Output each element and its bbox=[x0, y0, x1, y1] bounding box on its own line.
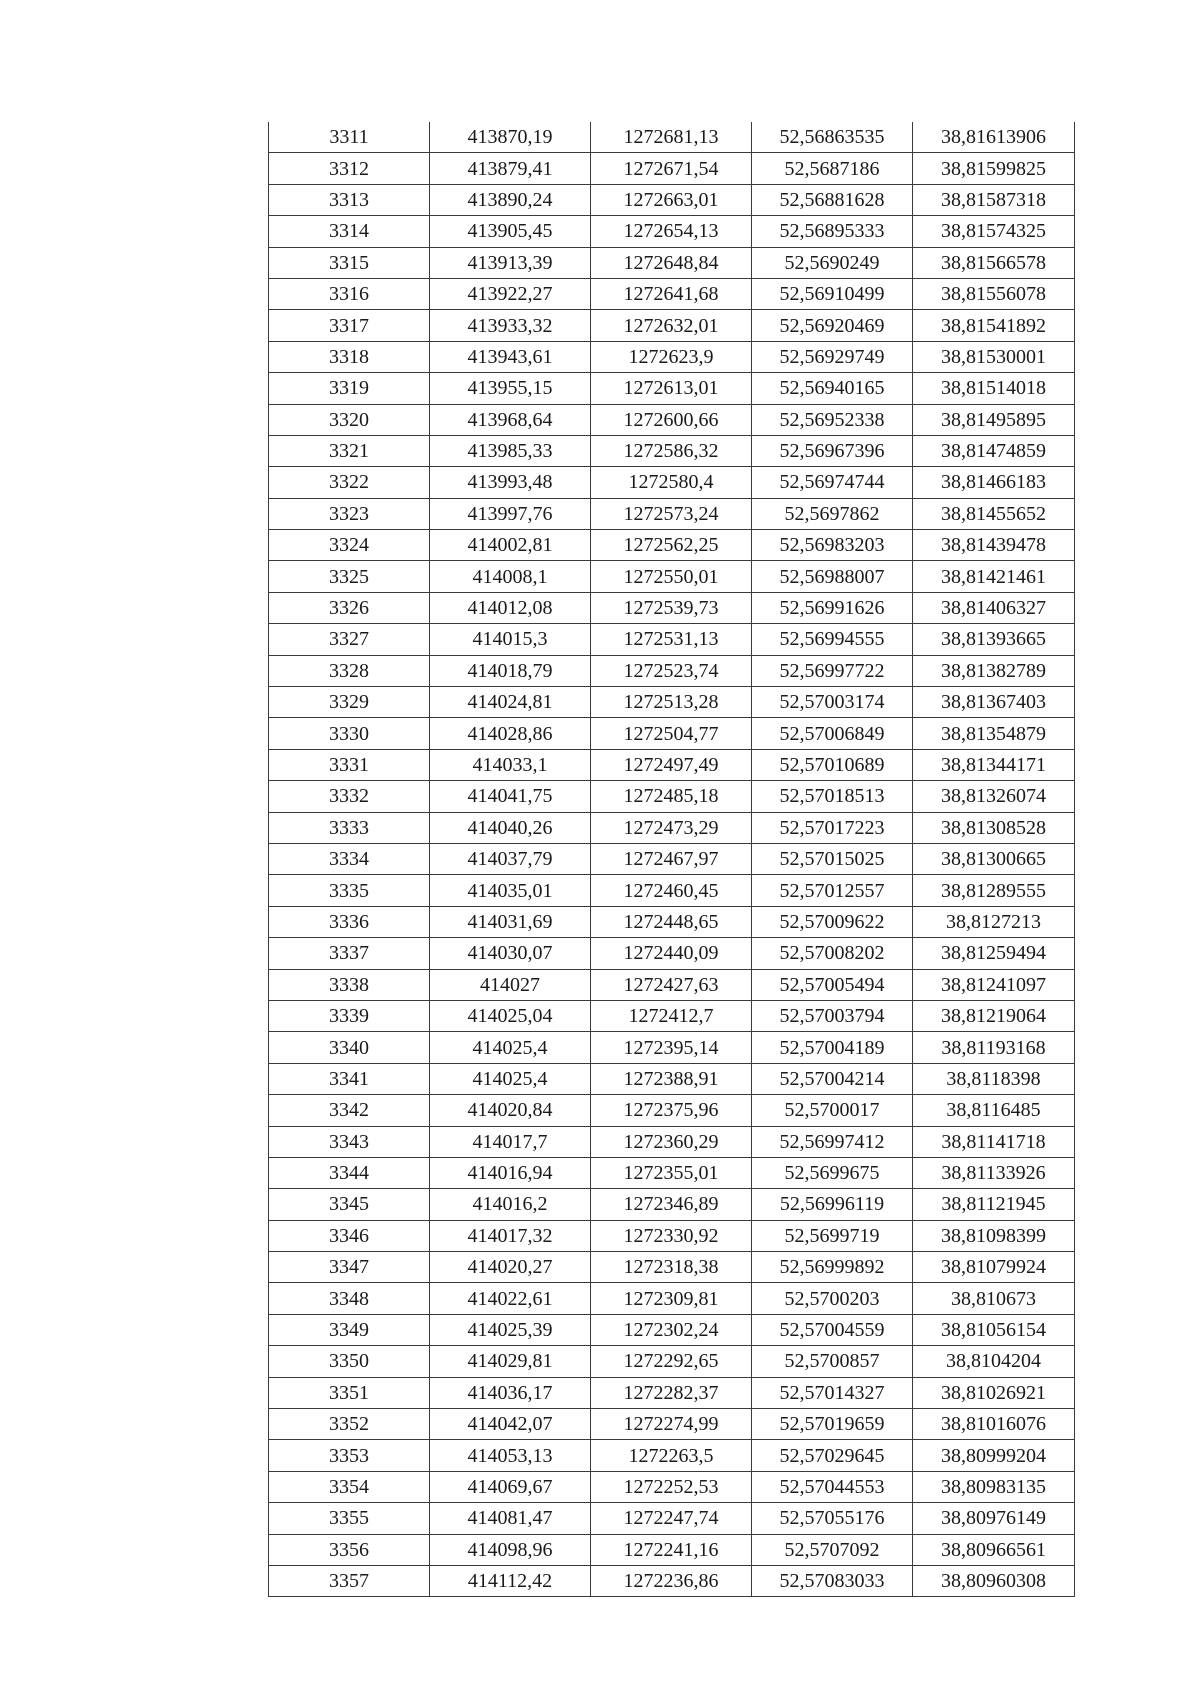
y-coordinate-cell: 1272263,5 bbox=[591, 1440, 752, 1471]
coordinates-table-body bbox=[269, 122, 1075, 1597]
y-coordinate-cell: 1272531,13 bbox=[591, 624, 752, 655]
x-coordinate-cell: 414025,04 bbox=[430, 1000, 591, 1031]
latitude-cell: 52,56997722 bbox=[752, 655, 913, 686]
y-coordinate-cell: 1272252,53 bbox=[591, 1471, 752, 1502]
point-number-cell: 3319 bbox=[269, 373, 430, 404]
longitude-cell: 38,81613906 bbox=[913, 122, 1075, 153]
x-coordinate-cell: 413922,27 bbox=[430, 278, 591, 309]
latitude-cell: 52,5700017 bbox=[752, 1095, 913, 1126]
x-coordinate-cell: 413943,61 bbox=[430, 341, 591, 372]
point-number-cell: 3324 bbox=[269, 530, 430, 561]
x-coordinate-cell: 413955,15 bbox=[430, 373, 591, 404]
x-coordinate-cell: 413913,39 bbox=[430, 247, 591, 278]
longitude-cell: 38,81326074 bbox=[913, 781, 1075, 812]
latitude-cell: 52,5697862 bbox=[752, 498, 913, 529]
point-number-cell: 3357 bbox=[269, 1565, 430, 1596]
point-number-cell: 3323 bbox=[269, 498, 430, 529]
longitude-cell: 38,81393665 bbox=[913, 624, 1075, 655]
point-number-cell: 3315 bbox=[269, 247, 430, 278]
latitude-cell: 52,56967396 bbox=[752, 435, 913, 466]
point-number-cell: 3326 bbox=[269, 592, 430, 623]
x-coordinate-cell: 413993,48 bbox=[430, 467, 591, 498]
table-row bbox=[269, 938, 1075, 969]
longitude-cell: 38,81556078 bbox=[913, 278, 1075, 309]
x-coordinate-cell: 414017,32 bbox=[430, 1220, 591, 1251]
y-coordinate-cell: 1272485,18 bbox=[591, 781, 752, 812]
table-row bbox=[269, 781, 1075, 812]
y-coordinate-cell: 1272412,7 bbox=[591, 1000, 752, 1031]
point-number-cell: 3318 bbox=[269, 341, 430, 372]
x-coordinate-cell: 414012,08 bbox=[430, 592, 591, 623]
table-row bbox=[269, 1283, 1075, 1314]
longitude-cell: 38,81382789 bbox=[913, 655, 1075, 686]
longitude-cell: 38,81300665 bbox=[913, 843, 1075, 874]
x-coordinate-cell: 414041,75 bbox=[430, 781, 591, 812]
x-coordinate-cell: 414008,1 bbox=[430, 561, 591, 592]
point-number-cell: 3325 bbox=[269, 561, 430, 592]
table-row bbox=[269, 1252, 1075, 1283]
table-row bbox=[269, 843, 1075, 874]
latitude-cell: 52,5707092 bbox=[752, 1534, 913, 1565]
latitude-cell: 52,56895333 bbox=[752, 216, 913, 247]
y-coordinate-cell: 1272562,25 bbox=[591, 530, 752, 561]
point-number-cell: 3316 bbox=[269, 278, 430, 309]
y-coordinate-cell: 1272460,45 bbox=[591, 875, 752, 906]
y-coordinate-cell: 1272641,68 bbox=[591, 278, 752, 309]
latitude-cell: 52,56910499 bbox=[752, 278, 913, 309]
latitude-cell: 52,56991626 bbox=[752, 592, 913, 623]
x-coordinate-cell: 414030,07 bbox=[430, 938, 591, 969]
table-row bbox=[269, 1440, 1075, 1471]
y-coordinate-cell: 1272586,32 bbox=[591, 435, 752, 466]
point-number-cell: 3331 bbox=[269, 749, 430, 780]
longitude-cell: 38,81541892 bbox=[913, 310, 1075, 341]
y-coordinate-cell: 1272671,54 bbox=[591, 153, 752, 184]
y-coordinate-cell: 1272236,86 bbox=[591, 1565, 752, 1596]
table-row bbox=[269, 341, 1075, 372]
point-number-cell: 3328 bbox=[269, 655, 430, 686]
longitude-cell: 38,8118398 bbox=[913, 1063, 1075, 1094]
point-number-cell: 3330 bbox=[269, 718, 430, 749]
longitude-cell: 38,80983135 bbox=[913, 1471, 1075, 1502]
latitude-cell: 52,57010689 bbox=[752, 749, 913, 780]
latitude-cell: 52,57018513 bbox=[752, 781, 913, 812]
x-coordinate-cell: 414027 bbox=[430, 969, 591, 1000]
longitude-cell: 38,81121945 bbox=[913, 1189, 1075, 1220]
latitude-cell: 52,56863535 bbox=[752, 122, 913, 153]
y-coordinate-cell: 1272360,29 bbox=[591, 1126, 752, 1157]
y-coordinate-cell: 1272539,73 bbox=[591, 592, 752, 623]
latitude-cell: 52,56999892 bbox=[752, 1252, 913, 1283]
latitude-cell: 52,57006849 bbox=[752, 718, 913, 749]
table-row bbox=[269, 1314, 1075, 1345]
x-coordinate-cell: 414081,47 bbox=[430, 1503, 591, 1534]
longitude-cell: 38,81193168 bbox=[913, 1032, 1075, 1063]
table-row bbox=[269, 1471, 1075, 1502]
x-coordinate-cell: 413985,33 bbox=[430, 435, 591, 466]
table-row bbox=[269, 1126, 1075, 1157]
x-coordinate-cell: 414035,01 bbox=[430, 875, 591, 906]
point-number-cell: 3349 bbox=[269, 1314, 430, 1345]
y-coordinate-cell: 1272613,01 bbox=[591, 373, 752, 404]
longitude-cell: 38,81439478 bbox=[913, 530, 1075, 561]
point-number-cell: 3337 bbox=[269, 938, 430, 969]
longitude-cell: 38,80976149 bbox=[913, 1503, 1075, 1534]
point-number-cell: 3329 bbox=[269, 687, 430, 718]
point-number-cell: 3348 bbox=[269, 1283, 430, 1314]
y-coordinate-cell: 1272440,09 bbox=[591, 938, 752, 969]
latitude-cell: 52,57009622 bbox=[752, 906, 913, 937]
y-coordinate-cell: 1272388,91 bbox=[591, 1063, 752, 1094]
point-number-cell: 3352 bbox=[269, 1409, 430, 1440]
table-row bbox=[269, 153, 1075, 184]
longitude-cell: 38,81079924 bbox=[913, 1252, 1075, 1283]
longitude-cell: 38,81056154 bbox=[913, 1314, 1075, 1345]
table-row bbox=[269, 592, 1075, 623]
x-coordinate-cell: 414042,07 bbox=[430, 1409, 591, 1440]
table-row bbox=[269, 184, 1075, 215]
x-coordinate-cell: 414025,39 bbox=[430, 1314, 591, 1345]
y-coordinate-cell: 1272663,01 bbox=[591, 184, 752, 215]
latitude-cell: 52,56940165 bbox=[752, 373, 913, 404]
y-coordinate-cell: 1272623,9 bbox=[591, 341, 752, 372]
x-coordinate-cell: 414028,86 bbox=[430, 718, 591, 749]
latitude-cell: 52,57003794 bbox=[752, 1000, 913, 1031]
latitude-cell: 52,5687186 bbox=[752, 153, 913, 184]
longitude-cell: 38,81574325 bbox=[913, 216, 1075, 247]
table-row bbox=[269, 812, 1075, 843]
longitude-cell: 38,81344171 bbox=[913, 749, 1075, 780]
latitude-cell: 52,57004559 bbox=[752, 1314, 913, 1345]
point-number-cell: 3333 bbox=[269, 812, 430, 843]
latitude-cell: 52,57014327 bbox=[752, 1377, 913, 1408]
longitude-cell: 38,81367403 bbox=[913, 687, 1075, 718]
coordinates-table bbox=[268, 122, 1075, 1597]
longitude-cell: 38,81514018 bbox=[913, 373, 1075, 404]
point-number-cell: 3322 bbox=[269, 467, 430, 498]
y-coordinate-cell: 1272292,65 bbox=[591, 1346, 752, 1377]
y-coordinate-cell: 1272473,29 bbox=[591, 812, 752, 843]
x-coordinate-cell: 414024,81 bbox=[430, 687, 591, 718]
x-coordinate-cell: 414020,27 bbox=[430, 1252, 591, 1283]
table-row bbox=[269, 373, 1075, 404]
longitude-cell: 38,81466183 bbox=[913, 467, 1075, 498]
y-coordinate-cell: 1272375,96 bbox=[591, 1095, 752, 1126]
x-coordinate-cell: 414037,79 bbox=[430, 843, 591, 874]
longitude-cell: 38,81474859 bbox=[913, 435, 1075, 466]
latitude-cell: 52,56974744 bbox=[752, 467, 913, 498]
point-number-cell: 3345 bbox=[269, 1189, 430, 1220]
latitude-cell: 52,5699675 bbox=[752, 1157, 913, 1188]
point-number-cell: 3335 bbox=[269, 875, 430, 906]
table-row bbox=[269, 1157, 1075, 1188]
x-coordinate-cell: 413905,45 bbox=[430, 216, 591, 247]
x-coordinate-cell: 414053,13 bbox=[430, 1440, 591, 1471]
latitude-cell: 52,57019659 bbox=[752, 1409, 913, 1440]
point-number-cell: 3327 bbox=[269, 624, 430, 655]
latitude-cell: 52,5690249 bbox=[752, 247, 913, 278]
point-number-cell: 3312 bbox=[269, 153, 430, 184]
latitude-cell: 52,5700203 bbox=[752, 1283, 913, 1314]
table-row bbox=[269, 404, 1075, 435]
point-number-cell: 3311 bbox=[269, 122, 430, 153]
x-coordinate-cell: 413890,24 bbox=[430, 184, 591, 215]
latitude-cell: 52,56988007 bbox=[752, 561, 913, 592]
latitude-cell: 52,56996119 bbox=[752, 1189, 913, 1220]
point-number-cell: 3317 bbox=[269, 310, 430, 341]
point-number-cell: 3347 bbox=[269, 1252, 430, 1283]
latitude-cell: 52,56994555 bbox=[752, 624, 913, 655]
table-row bbox=[269, 1032, 1075, 1063]
longitude-cell: 38,81289555 bbox=[913, 875, 1075, 906]
y-coordinate-cell: 1272427,63 bbox=[591, 969, 752, 1000]
x-coordinate-cell: 414017,7 bbox=[430, 1126, 591, 1157]
y-coordinate-cell: 1272573,24 bbox=[591, 498, 752, 529]
x-coordinate-cell: 413997,76 bbox=[430, 498, 591, 529]
longitude-cell: 38,81354879 bbox=[913, 718, 1075, 749]
table-row bbox=[269, 749, 1075, 780]
x-coordinate-cell: 414016,94 bbox=[430, 1157, 591, 1188]
point-number-cell: 3314 bbox=[269, 216, 430, 247]
table-row bbox=[269, 278, 1075, 309]
table-row bbox=[269, 906, 1075, 937]
point-number-cell: 3351 bbox=[269, 1377, 430, 1408]
latitude-cell: 52,57083033 bbox=[752, 1565, 913, 1596]
point-number-cell: 3321 bbox=[269, 435, 430, 466]
table-row bbox=[269, 718, 1075, 749]
longitude-cell: 38,81098399 bbox=[913, 1220, 1075, 1251]
point-number-cell: 3336 bbox=[269, 906, 430, 937]
table-row bbox=[269, 687, 1075, 718]
latitude-cell: 52,57055176 bbox=[752, 1503, 913, 1534]
y-coordinate-cell: 1272318,38 bbox=[591, 1252, 752, 1283]
longitude-cell: 38,810673 bbox=[913, 1283, 1075, 1314]
point-number-cell: 3332 bbox=[269, 781, 430, 812]
point-number-cell: 3353 bbox=[269, 1440, 430, 1471]
table-row bbox=[269, 624, 1075, 655]
y-coordinate-cell: 1272241,16 bbox=[591, 1534, 752, 1565]
table-row bbox=[269, 216, 1075, 247]
y-coordinate-cell: 1272681,13 bbox=[591, 122, 752, 153]
longitude-cell: 38,81599825 bbox=[913, 153, 1075, 184]
latitude-cell: 52,5699719 bbox=[752, 1220, 913, 1251]
table-row bbox=[269, 1189, 1075, 1220]
table-row bbox=[269, 969, 1075, 1000]
table-row bbox=[269, 875, 1075, 906]
table-row bbox=[269, 561, 1075, 592]
x-coordinate-cell: 414112,42 bbox=[430, 1565, 591, 1596]
latitude-cell: 52,57029645 bbox=[752, 1440, 913, 1471]
point-number-cell: 3354 bbox=[269, 1471, 430, 1502]
table-row bbox=[269, 122, 1075, 153]
point-number-cell: 3343 bbox=[269, 1126, 430, 1157]
table-row bbox=[269, 467, 1075, 498]
longitude-cell: 38,81566578 bbox=[913, 247, 1075, 278]
y-coordinate-cell: 1272648,84 bbox=[591, 247, 752, 278]
longitude-cell: 38,81026921 bbox=[913, 1377, 1075, 1408]
latitude-cell: 52,56929749 bbox=[752, 341, 913, 372]
longitude-cell: 38,81587318 bbox=[913, 184, 1075, 215]
latitude-cell: 52,56997412 bbox=[752, 1126, 913, 1157]
x-coordinate-cell: 414015,3 bbox=[430, 624, 591, 655]
x-coordinate-cell: 414029,81 bbox=[430, 1346, 591, 1377]
latitude-cell: 52,57004214 bbox=[752, 1063, 913, 1094]
x-coordinate-cell: 414020,84 bbox=[430, 1095, 591, 1126]
latitude-cell: 52,56983203 bbox=[752, 530, 913, 561]
x-coordinate-cell: 414025,4 bbox=[430, 1063, 591, 1094]
y-coordinate-cell: 1272600,66 bbox=[591, 404, 752, 435]
point-number-cell: 3350 bbox=[269, 1346, 430, 1377]
longitude-cell: 38,80966561 bbox=[913, 1534, 1075, 1565]
latitude-cell: 52,57004189 bbox=[752, 1032, 913, 1063]
longitude-cell: 38,81016076 bbox=[913, 1409, 1075, 1440]
y-coordinate-cell: 1272274,99 bbox=[591, 1409, 752, 1440]
x-coordinate-cell: 414025,4 bbox=[430, 1032, 591, 1063]
table-row bbox=[269, 1377, 1075, 1408]
latitude-cell: 52,56920469 bbox=[752, 310, 913, 341]
longitude-cell: 38,81219064 bbox=[913, 1000, 1075, 1031]
longitude-cell: 38,8104204 bbox=[913, 1346, 1075, 1377]
y-coordinate-cell: 1272513,28 bbox=[591, 687, 752, 718]
latitude-cell: 52,57003174 bbox=[752, 687, 913, 718]
table-row bbox=[269, 1346, 1075, 1377]
y-coordinate-cell: 1272302,24 bbox=[591, 1314, 752, 1345]
x-coordinate-cell: 414033,1 bbox=[430, 749, 591, 780]
x-coordinate-cell: 414098,96 bbox=[430, 1534, 591, 1565]
longitude-cell: 38,81455652 bbox=[913, 498, 1075, 529]
y-coordinate-cell: 1272346,89 bbox=[591, 1189, 752, 1220]
y-coordinate-cell: 1272282,37 bbox=[591, 1377, 752, 1408]
table-row bbox=[269, 1565, 1075, 1596]
x-coordinate-cell: 414022,61 bbox=[430, 1283, 591, 1314]
y-coordinate-cell: 1272497,49 bbox=[591, 749, 752, 780]
longitude-cell: 38,8127213 bbox=[913, 906, 1075, 937]
point-number-cell: 3346 bbox=[269, 1220, 430, 1251]
y-coordinate-cell: 1272395,14 bbox=[591, 1032, 752, 1063]
latitude-cell: 52,57017223 bbox=[752, 812, 913, 843]
y-coordinate-cell: 1272247,74 bbox=[591, 1503, 752, 1534]
longitude-cell: 38,81133926 bbox=[913, 1157, 1075, 1188]
x-coordinate-cell: 414002,81 bbox=[430, 530, 591, 561]
x-coordinate-cell: 413879,41 bbox=[430, 153, 591, 184]
x-coordinate-cell: 413968,64 bbox=[430, 404, 591, 435]
point-number-cell: 3334 bbox=[269, 843, 430, 874]
y-coordinate-cell: 1272355,01 bbox=[591, 1157, 752, 1188]
latitude-cell: 52,5700857 bbox=[752, 1346, 913, 1377]
table-row bbox=[269, 1220, 1075, 1251]
x-coordinate-cell: 413870,19 bbox=[430, 122, 591, 153]
longitude-cell: 38,81308528 bbox=[913, 812, 1075, 843]
y-coordinate-cell: 1272504,77 bbox=[591, 718, 752, 749]
table-row bbox=[269, 1095, 1075, 1126]
latitude-cell: 52,57008202 bbox=[752, 938, 913, 969]
x-coordinate-cell: 414040,26 bbox=[430, 812, 591, 843]
table-row bbox=[269, 247, 1075, 278]
y-coordinate-cell: 1272467,97 bbox=[591, 843, 752, 874]
longitude-cell: 38,81495895 bbox=[913, 404, 1075, 435]
point-number-cell: 3356 bbox=[269, 1534, 430, 1565]
y-coordinate-cell: 1272580,4 bbox=[591, 467, 752, 498]
table-row bbox=[269, 435, 1075, 466]
point-number-cell: 3342 bbox=[269, 1095, 430, 1126]
y-coordinate-cell: 1272550,01 bbox=[591, 561, 752, 592]
point-number-cell: 3355 bbox=[269, 1503, 430, 1534]
longitude-cell: 38,8116485 bbox=[913, 1095, 1075, 1126]
point-number-cell: 3344 bbox=[269, 1157, 430, 1188]
point-number-cell: 3339 bbox=[269, 1000, 430, 1031]
longitude-cell: 38,81141718 bbox=[913, 1126, 1075, 1157]
table-row bbox=[269, 1063, 1075, 1094]
latitude-cell: 52,57012557 bbox=[752, 875, 913, 906]
table-row bbox=[269, 1534, 1075, 1565]
x-coordinate-cell: 414018,79 bbox=[430, 655, 591, 686]
latitude-cell: 52,56952338 bbox=[752, 404, 913, 435]
x-coordinate-cell: 414036,17 bbox=[430, 1377, 591, 1408]
y-coordinate-cell: 1272309,81 bbox=[591, 1283, 752, 1314]
y-coordinate-cell: 1272654,13 bbox=[591, 216, 752, 247]
table-row bbox=[269, 1503, 1075, 1534]
table-row bbox=[269, 655, 1075, 686]
latitude-cell: 52,57005494 bbox=[752, 969, 913, 1000]
point-number-cell: 3341 bbox=[269, 1063, 430, 1094]
y-coordinate-cell: 1272330,92 bbox=[591, 1220, 752, 1251]
x-coordinate-cell: 413933,32 bbox=[430, 310, 591, 341]
longitude-cell: 38,81530001 bbox=[913, 341, 1075, 372]
longitude-cell: 38,80999204 bbox=[913, 1440, 1075, 1471]
latitude-cell: 52,57015025 bbox=[752, 843, 913, 874]
latitude-cell: 52,56881628 bbox=[752, 184, 913, 215]
table-row bbox=[269, 310, 1075, 341]
table-row bbox=[269, 530, 1075, 561]
longitude-cell: 38,81421461 bbox=[913, 561, 1075, 592]
point-number-cell: 3320 bbox=[269, 404, 430, 435]
point-number-cell: 3338 bbox=[269, 969, 430, 1000]
x-coordinate-cell: 414069,67 bbox=[430, 1471, 591, 1502]
y-coordinate-cell: 1272632,01 bbox=[591, 310, 752, 341]
x-coordinate-cell: 414031,69 bbox=[430, 906, 591, 937]
y-coordinate-cell: 1272448,65 bbox=[591, 906, 752, 937]
table-row bbox=[269, 1000, 1075, 1031]
table-row bbox=[269, 498, 1075, 529]
longitude-cell: 38,80960308 bbox=[913, 1565, 1075, 1596]
longitude-cell: 38,81241097 bbox=[913, 969, 1075, 1000]
longitude-cell: 38,81259494 bbox=[913, 938, 1075, 969]
x-coordinate-cell: 414016,2 bbox=[430, 1189, 591, 1220]
point-number-cell: 3340 bbox=[269, 1032, 430, 1063]
latitude-cell: 52,57044553 bbox=[752, 1471, 913, 1502]
y-coordinate-cell: 1272523,74 bbox=[591, 655, 752, 686]
table-row bbox=[269, 1409, 1075, 1440]
longitude-cell: 38,81406327 bbox=[913, 592, 1075, 623]
point-number-cell: 3313 bbox=[269, 184, 430, 215]
